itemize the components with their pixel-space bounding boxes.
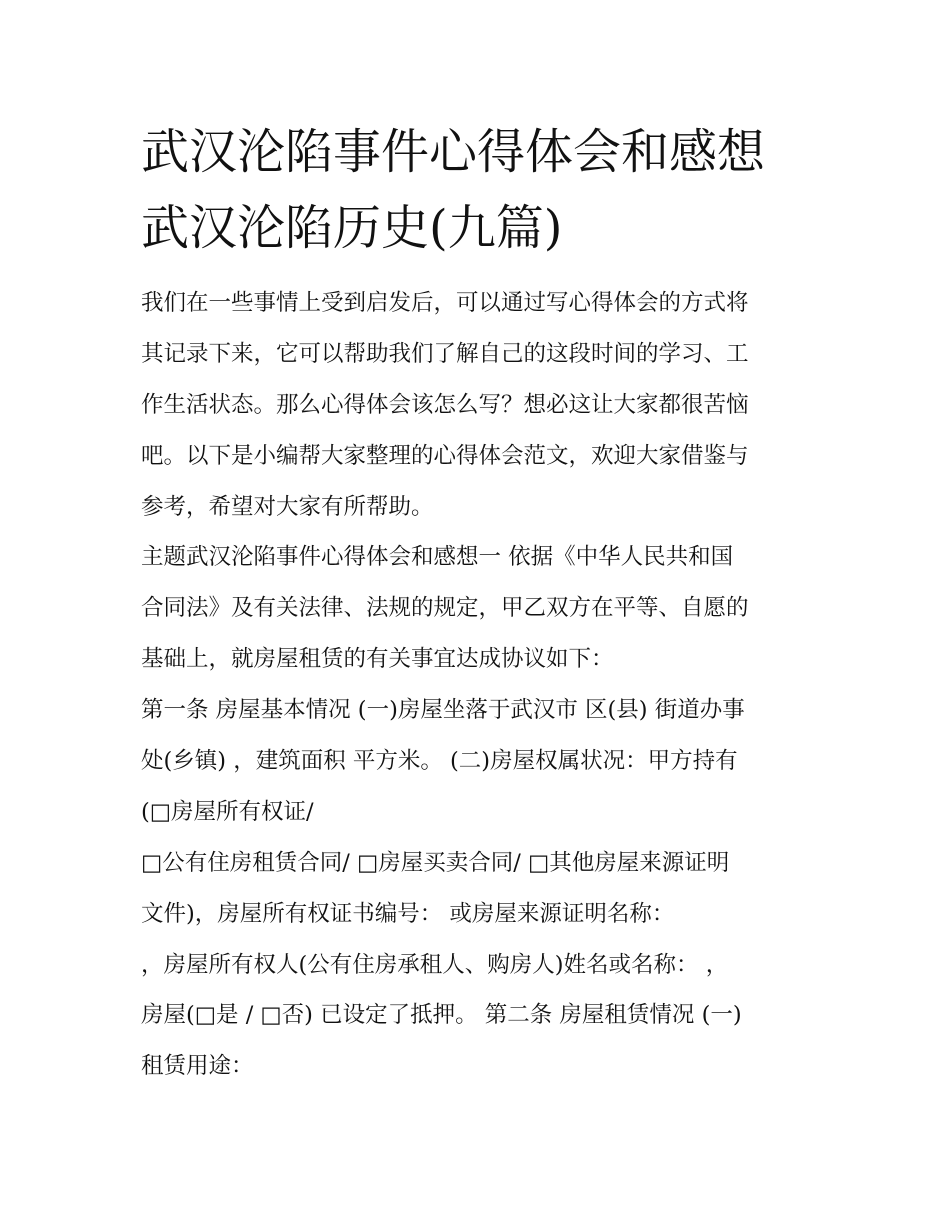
- body-line-10: 处(乡镇) ，建筑面积 平方米。 (二)房屋权属状况：甲方持有: [141, 748, 738, 775]
- body-line-13: 文件)，房屋所有权证书编号： 或房屋来源证明名称：: [141, 900, 675, 927]
- body-line-9: 第一条 房屋基本情况 (一)房屋坐落于武汉市 区(县) 街道办事: [141, 697, 745, 724]
- body-line-7: 合同法》及有关法律、法规的规定，甲乙双方在平等、自愿的: [141, 595, 749, 622]
- body-line-12: □公有住房租赁合同/ □房屋买卖合同/ □其他房屋来源证明: [141, 849, 730, 876]
- body-line-16: 租赁用途：: [141, 1053, 254, 1080]
- body-line-8: 基础上，就房屋租赁的有关事宜达成协议如下：: [141, 646, 614, 673]
- title-line-2: 武汉沦陷历史(九篇): [141, 200, 563, 256]
- body-line-14: ，房屋所有权人(公有住房承租人、购房人)姓名或名称： ，: [141, 951, 729, 978]
- title-line-1: 武汉沦陷事件心得体会和感想: [141, 124, 766, 180]
- body-line-2: 其记录下来，它可以帮助我们了解自己的这段时间的学习、工: [141, 340, 749, 367]
- body-line-11: (□房屋所有权证/: [141, 798, 314, 825]
- body-line-15: 房屋(□是 / □否) 已设定了抵押。 第二条 房屋租赁情况 (一): [141, 1002, 742, 1029]
- body-line-3: 作生活状态。那么心得体会该怎么写？想必这让大家都很苦恼: [141, 391, 749, 418]
- document-title: [141, 114, 831, 266]
- body-line-6: 主题武汉沦陷事件心得体会和感想一 依据《中华人民共和国: [141, 544, 734, 571]
- body-line-5: 参考，希望对大家有所帮助。: [141, 493, 434, 520]
- body-line-1: 我们在一些事情上受到启发后，可以通过写心得体会的方式将: [141, 290, 749, 316]
- body-line-4: 吧。以下是小编帮大家整理的心得体会范文，欢迎大家借鉴与: [141, 442, 749, 469]
- document-body: [141, 278, 821, 1092]
